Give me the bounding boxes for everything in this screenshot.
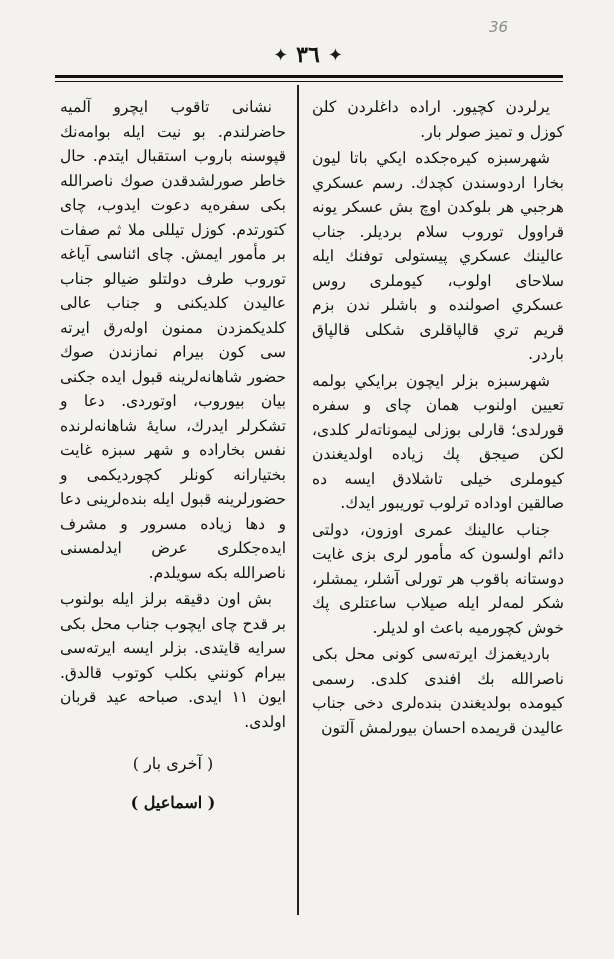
right-paragraph: باردیغمزك ايرته‌سی كونی محل بكی ناصرالله بك افندی كلدی. رسمی كيومده بولديغندن بنده‌لری دخی جناب عاليدن قريمده احسان بيورلمش آلتون [312, 645, 564, 737]
left-column [60, 95, 286, 815]
right-paragraph: شهرسبزه كيره‌جكده ايكي باتا لیون بخارا اردوسندن كچدك. رسم عسكري هرجبي هر بلوكدن اوچ بش عسكر يونه قراوول توروب سلام بردیلر. جناب عالينك عسكري پيستولی توفنك ايله سلاحای اولوب، كيوملری روس عسكري اصولنده و باشلر ندن بزم قريم تري قالپاقلری شكلی قالپاق باردر. [312, 149, 564, 363]
ornament-right-icon: ✦ [327, 44, 343, 66]
header-rule-thick [55, 75, 563, 78]
right-column [312, 95, 564, 740]
right-paragraph: جناب عالينك عمری اوزون، دولتی دائم اولسون كه مأمور لری بزی غايت دوستانه باقوب هر تورلی آشلر، يمشلر، شكر لمه‌لر ايله صيلاب ساعتلری پك خوش كچورميه باعث او لديلر. [312, 520, 564, 637]
column-divider [297, 85, 299, 915]
author-signature: ( اسماعيل ) [130, 792, 216, 812]
page-number: ٣٦ [296, 42, 320, 68]
right-paragraph: شهرسبزه بزلر ايچون برايكي بولمه تعيين اولنوب همان چای و سفره قورلدی؛ قارلی بوزلی ليموناته‌لر كلدی، لكن صيجق پك زياده اولديغندن كيوملری خيلی تاشلادق ايسه ده صالقين اوداده ترلوب توريبور ايدك. [312, 371, 564, 512]
closing-line: ( آخری بار ) [132, 754, 214, 773]
left-paragraph: نشانی تاقوب ايچرو آلميه حاضرلندم. بو نيت ايله بوامه‌نك قپوسنه باروب استقبال ايتدم. حال خاطر صورلشدقدن صوك ناصرالله بكی سفره‌يه دعوت ايدوب، چای كتورتدم. كوزل تيللی ملا ثم صفات بر مأمور ايمش. چای ائناسی آياغه توروب طرف دولتلو ضيالو جناب عاليدن كلديكنی و جناب عالی كلديكمزدن ممنون اوله‌رق ايرته سی كون بيرام نمازندن صوك حضور شاهانه‌لرينه قبول ايده جكنی بيان بيوروب، اوتوردی. دعا و تشكرلر ايدرك، سايهٔ شاهانه‌لرنده نفس بخاراده و شهر سبزه غايت بختيارانه كونلر كچورديكمی و حضورلرينه قبول ايله بنده‌لرينی دعا و دها زياده مسرور و مشرف ايده‌جكلری عرض ايدلمسنی ناصرالله بكه سويلدم. [60, 98, 286, 582]
header-rule-thin [55, 81, 563, 82]
right-paragraph: يرلردن كچيور. اراده داغلردن كلن كوزل و تميز صولر بار. [312, 98, 564, 141]
ornament-left-icon: ✦ [273, 44, 289, 66]
left-paragraph: بش اون دقيقه برلز ايله بولنوب بر قدح چای ايچوب جناب محل بكی سرايه قايتدی. بزلر ايسه ايرته‌سی بيرام كونني بكلب كوتوب قالدق. ايون ١١ ايدی. صباحه عيد قربان اولدی. [60, 590, 286, 731]
page-header [238, 40, 378, 70]
pencil-page-note: 36 [489, 18, 509, 36]
